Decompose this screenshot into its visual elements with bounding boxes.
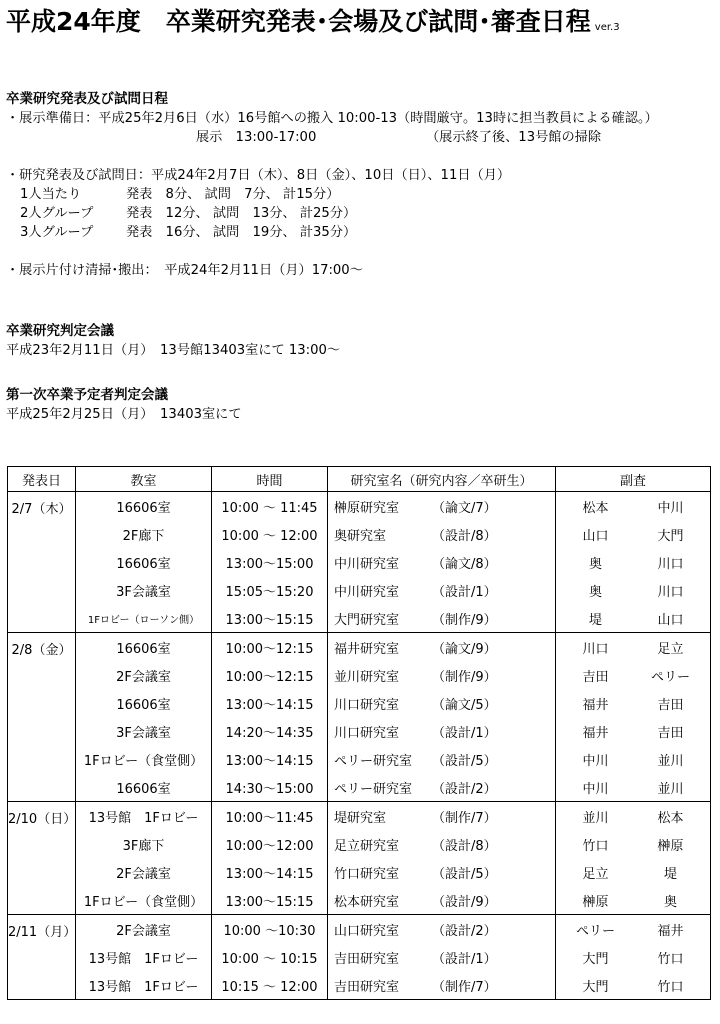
table-row xyxy=(8,802,711,831)
room-cell: 3F会議室 xyxy=(76,576,212,604)
reviewer-1: 山口 xyxy=(582,528,609,544)
lab-cell xyxy=(328,943,556,971)
group-row-2 xyxy=(6,204,714,223)
table-row xyxy=(8,548,711,576)
room-cell: 16606室 xyxy=(76,689,212,717)
prep-day-line: ・展示準備日：平成25年2月6日（水）16号館への搬入 10:00-13（時間厳守。13時に担当教員による確認。） xyxy=(6,111,658,126)
reviewers-cell xyxy=(556,858,711,886)
room-cell: 2F会議室 xyxy=(76,858,212,886)
group-row-3 xyxy=(6,223,714,242)
table-row xyxy=(8,492,711,521)
header-time: 時間 xyxy=(212,467,328,492)
reviewer-2: 川口 xyxy=(657,584,684,600)
reviewers-cell xyxy=(556,971,711,1000)
reviewer-1: 足立 xyxy=(582,866,609,882)
header-room: 教室 xyxy=(76,467,212,492)
group-who: 2人グループ xyxy=(20,206,94,221)
header-reviewers: 副査 xyxy=(556,467,711,492)
room-cell: 13号館 1Fロビー xyxy=(76,802,212,831)
table-row xyxy=(8,943,711,971)
room-cell: 1Fロビー（ローソン側） xyxy=(76,604,212,633)
table-row xyxy=(8,661,711,689)
lab-name: ペリー研究室 xyxy=(334,753,413,769)
table-row xyxy=(8,689,711,717)
schedule-table xyxy=(7,466,711,1000)
date-cell: 2/7（木） xyxy=(8,492,76,633)
lab-content: （設計/5） xyxy=(432,753,497,769)
time-cell: 10:00～12:15 xyxy=(212,661,328,689)
table-row xyxy=(8,520,711,548)
time-cell: 14:20～14:35 xyxy=(212,717,328,745)
reviewer-2: 並川 xyxy=(657,753,684,769)
lab-cell xyxy=(328,604,556,633)
lab-content: （設計/8） xyxy=(432,528,497,544)
exhibit-line xyxy=(6,128,714,147)
lab-content: （論文/5） xyxy=(432,697,497,713)
judgement-text: 平成23年2月11日（月） 13号館13403室にて 13:00～ xyxy=(6,343,341,358)
lab-name: 大門研究室 xyxy=(334,612,400,628)
room-cell: 3F会議室 xyxy=(76,717,212,745)
lab-name: 吉田研究室 xyxy=(334,979,400,995)
time-cell: 10:00 ～ 12:00 xyxy=(212,520,328,548)
group-row-1 xyxy=(6,185,714,204)
time-cell: 10:00 ～ 10:15 xyxy=(212,943,328,971)
table-row xyxy=(8,773,711,802)
graduation-section xyxy=(6,386,714,424)
lab-cell xyxy=(328,971,556,1000)
time-cell: 10:00 ～ 11:45 xyxy=(212,492,328,521)
reviewer-1: ペリー xyxy=(575,923,615,939)
reviewers-cell xyxy=(556,633,711,662)
cleanup-line: ・展示片付け清掃･搬出： 平成24年2月11日（月）17:00～ xyxy=(6,263,363,278)
time-cell: 13:00～15:00 xyxy=(212,548,328,576)
lab-content: （設計/2） xyxy=(432,923,497,939)
table-header-row xyxy=(8,467,711,492)
section-heading-graduation: 第一次卒業予定者判定会議 xyxy=(6,387,168,403)
reviewers-cell xyxy=(556,915,711,944)
table-row xyxy=(8,915,711,944)
version-label: ver.3 xyxy=(594,22,620,33)
lab-cell xyxy=(328,830,556,858)
reviewer-1: 竹口 xyxy=(582,838,609,854)
room-cell: 3F廊下 xyxy=(76,830,212,858)
lab-cell xyxy=(328,802,556,831)
lab-name: ペリー研究室 xyxy=(334,781,413,797)
lab-content: （制作/9） xyxy=(432,669,497,685)
reviewers-cell xyxy=(556,492,711,521)
table-row xyxy=(8,858,711,886)
exhibit-time: 展示 13:00-17:00 xyxy=(196,130,317,145)
time-cell: 10:00～12:00 xyxy=(212,830,328,858)
reviewers-cell xyxy=(556,520,711,548)
lab-name: 松本研究室 xyxy=(334,894,400,910)
schedule-section xyxy=(6,90,714,280)
reviewer-2: ペリー xyxy=(650,669,690,685)
lab-content: （設計/5） xyxy=(432,866,497,882)
reviewer-1: 堤 xyxy=(588,612,602,628)
lab-cell xyxy=(328,745,556,773)
lab-name: 中川研究室 xyxy=(334,584,400,600)
lab-name: 堤研究室 xyxy=(334,810,387,826)
date-cell: 2/11（月） xyxy=(8,915,76,1000)
lab-cell xyxy=(328,548,556,576)
time-cell: 10:15 ～ 12:00 xyxy=(212,971,328,1000)
reviewers-cell xyxy=(556,604,711,633)
table-body xyxy=(8,492,711,1000)
time-cell: 13:00～14:15 xyxy=(212,689,328,717)
lab-name: 足立研究室 xyxy=(334,838,400,854)
lab-name: 竹口研究室 xyxy=(334,866,400,882)
judgement-section xyxy=(6,322,714,360)
lab-name: 山口研究室 xyxy=(334,923,400,939)
reviewer-1: 榊原 xyxy=(582,894,609,910)
lab-cell xyxy=(328,633,556,662)
lab-cell xyxy=(328,886,556,915)
reviewers-cell xyxy=(556,717,711,745)
lab-cell xyxy=(328,576,556,604)
lab-name: 並川研究室 xyxy=(334,669,400,685)
room-cell: 16606室 xyxy=(76,633,212,662)
lab-content: （設計/2） xyxy=(432,781,497,797)
reviewer-2: 足立 xyxy=(657,641,684,657)
reviewers-cell xyxy=(556,773,711,802)
room-cell: 2F会議室 xyxy=(76,661,212,689)
lab-content: （設計/1） xyxy=(432,725,497,741)
header-lab: 研究室名（研究内容／卒研生） xyxy=(328,467,556,492)
lab-name: 榊原研究室 xyxy=(334,500,400,516)
reviewer-2: 山口 xyxy=(657,612,684,628)
table-row xyxy=(8,633,711,662)
lab-content: （設計/1） xyxy=(432,584,497,600)
lab-content: （設計/8） xyxy=(432,838,497,854)
header-date: 発表日 xyxy=(8,467,76,492)
lab-content: （設計/9） xyxy=(432,894,497,910)
reviewer-1: 福井 xyxy=(582,725,609,741)
lab-cell xyxy=(328,689,556,717)
reviewers-cell xyxy=(556,661,711,689)
table-row xyxy=(8,830,711,858)
reviewer-2: 吉田 xyxy=(657,697,684,713)
reviewers-cell xyxy=(556,943,711,971)
lab-content: （論文/8） xyxy=(432,556,497,572)
title-text: 平成24年度 卒業研究発表･会場及び試問･審査日程 xyxy=(6,7,591,36)
table-row xyxy=(8,604,711,633)
reviewer-1: 松本 xyxy=(582,500,609,516)
reviewer-2: 中川 xyxy=(657,500,684,516)
reviewer-1: 大門 xyxy=(582,951,609,967)
time-cell: 13:00～14:15 xyxy=(212,858,328,886)
lab-cell xyxy=(328,915,556,944)
room-cell: 1Fロビー（食堂側） xyxy=(76,745,212,773)
lab-cell xyxy=(328,492,556,521)
reviewer-1: 大門 xyxy=(582,979,609,995)
lab-content: （論文/7） xyxy=(432,500,497,516)
reviewer-2: 川口 xyxy=(657,556,684,572)
lab-cell xyxy=(328,661,556,689)
lab-name: 川口研究室 xyxy=(334,697,400,713)
reviewer-2: 松本 xyxy=(657,810,684,826)
group-detail: 発表 16分、 試問 19分、 計35分） xyxy=(126,225,357,240)
reviewers-cell xyxy=(556,802,711,831)
lab-name: 奥研究室 xyxy=(334,528,387,544)
reviewer-1: 奥 xyxy=(588,556,602,572)
reviewer-1: 並川 xyxy=(582,810,609,826)
reviewers-cell xyxy=(556,745,711,773)
reviewers-cell xyxy=(556,689,711,717)
exhibit-note: （展示終了後、13号館の掃除 xyxy=(426,130,602,145)
time-cell: 10:00 ～10:30 xyxy=(212,915,328,944)
reviewers-cell xyxy=(556,548,711,576)
lab-cell xyxy=(328,520,556,548)
page-title xyxy=(6,2,620,38)
reviewer-1: 中川 xyxy=(582,781,609,797)
lab-cell xyxy=(328,717,556,745)
lab-name: 福井研究室 xyxy=(334,641,400,657)
table-row xyxy=(8,971,711,1000)
reviewer-1: 福井 xyxy=(582,697,609,713)
room-cell: 13号館 1Fロビー xyxy=(76,971,212,1000)
room-cell: 16606室 xyxy=(76,773,212,802)
table-row xyxy=(8,717,711,745)
lab-cell xyxy=(328,773,556,802)
table-row xyxy=(8,745,711,773)
group-who: 3人グループ xyxy=(20,225,94,240)
room-cell: 1Fロビー（食堂側） xyxy=(76,886,212,915)
reviewer-2: 福井 xyxy=(657,923,684,939)
time-cell: 13:00～15:15 xyxy=(212,604,328,633)
date-cell: 2/10（日） xyxy=(8,802,76,915)
reviewer-2: 竹口 xyxy=(657,951,684,967)
reviewer-2: 並川 xyxy=(657,781,684,797)
reviewers-cell xyxy=(556,576,711,604)
lab-name: 中川研究室 xyxy=(334,556,400,572)
lab-content: （制作/9） xyxy=(432,612,497,628)
time-cell: 13:00～14:15 xyxy=(212,745,328,773)
group-who: 1人当たり xyxy=(20,187,82,202)
lab-name: 川口研究室 xyxy=(334,725,400,741)
time-cell: 10:00～12:15 xyxy=(212,633,328,662)
group-detail: 発表 12分、 試問 13分、 計25分） xyxy=(126,206,357,221)
reviewer-2: 竹口 xyxy=(657,979,684,995)
lab-content: （制作/7） xyxy=(432,810,497,826)
table-row xyxy=(8,576,711,604)
time-cell: 10:00～11:45 xyxy=(212,802,328,831)
room-cell: 2F会議室 xyxy=(76,915,212,944)
table-row xyxy=(8,886,711,915)
time-cell: 13:00～15:15 xyxy=(212,886,328,915)
date-cell: 2/8（金） xyxy=(8,633,76,802)
section-heading-schedule: 卒業研究発表及び試問日程 xyxy=(6,91,168,107)
reviewer-2: 大門 xyxy=(657,528,684,544)
reviewer-2: 堤 xyxy=(663,866,677,882)
reviewer-2: 吉田 xyxy=(657,725,684,741)
section-heading-judgement: 卒業研究判定会議 xyxy=(6,323,114,339)
room-cell: 16606室 xyxy=(76,548,212,576)
lab-content: （制作/7） xyxy=(432,979,497,995)
lab-content: （設計/1） xyxy=(432,951,497,967)
reviewers-cell xyxy=(556,886,711,915)
exam-days-line: ・研究発表及び試問日：平成24年2月7日（木）、8日（金）、10日（日）、11日（月） xyxy=(6,168,511,183)
graduation-text: 平成25年2月25日（月） 13403室にて xyxy=(6,407,242,422)
lab-cell xyxy=(328,858,556,886)
reviewer-2: 榊原 xyxy=(657,838,684,854)
room-cell: 13号館 1Fロビー xyxy=(76,943,212,971)
lab-content: （論文/9） xyxy=(432,641,497,657)
reviewer-1: 中川 xyxy=(582,753,609,769)
room-cell: 16606室 xyxy=(76,492,212,521)
reviewer-1: 奥 xyxy=(588,584,602,600)
reviewer-1: 吉田 xyxy=(582,669,609,685)
time-cell: 15:05～15:20 xyxy=(212,576,328,604)
room-cell: 2F廊下 xyxy=(76,520,212,548)
reviewer-1: 川口 xyxy=(582,641,609,657)
time-cell: 14:30～15:00 xyxy=(212,773,328,802)
reviewers-cell xyxy=(556,830,711,858)
group-detail: 発表 8分、 試問 7分、 計15分） xyxy=(126,187,340,202)
reviewer-2: 奥 xyxy=(663,894,677,910)
lab-name: 吉田研究室 xyxy=(334,951,400,967)
